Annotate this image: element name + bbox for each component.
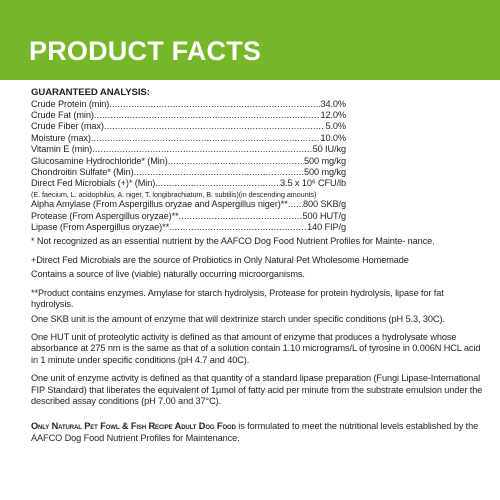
- analysis-row: [31, 178, 483, 189]
- dot-leader: [155, 178, 280, 189]
- analysis-row-label: Crude Fat (min): [31, 109, 94, 120]
- dot-leader: [134, 167, 304, 178]
- dot-leader: [94, 110, 321, 121]
- analysis-row: [31, 110, 483, 121]
- analysis-row-value: 50 IU/kg: [312, 144, 346, 155]
- analysis-row-label: Crude Fiber (max): [31, 121, 104, 132]
- analysis-row-value: 34.0%: [320, 98, 346, 109]
- analysis-row-label: Glucosamine Hydrochloride* (Min): [31, 155, 168, 166]
- analysis-row-value: 10.0%: [320, 132, 346, 143]
- analysis-row-value: 800 SKB/g: [302, 199, 346, 210]
- direct-fed-microbials-note: +Direct Fed Microbials are the source of Probiotics in Only Natural Pet Wholesome Homemade: [31, 254, 409, 265]
- analysis-row-value: 3.5 x 10⁶ CFU/lb: [279, 178, 346, 189]
- analysis-row: [31, 156, 483, 167]
- analysis-row: [31, 167, 483, 178]
- hut-definition: One HUT unit of proteolytic activity is defined as that amount of enzyme that produces a hydrolysate whose absorbance at 275 nm is the same as that of a solution contain 1.10 micrograms/L of tyrosine in 0.006N HCL acid in 1 minute under specific conditions (pH 4.7 and 40C).: [31, 331, 481, 365]
- analysis-row-label: Alpha Amylase (From Aspergillus oryzae and Aspergillus niger)**: [31, 199, 288, 210]
- analysis-row-label: Vitamin E (min): [31, 144, 93, 155]
- analysis-row: [31, 133, 483, 144]
- analysis-row: [31, 121, 483, 132]
- dot-leader: [104, 121, 326, 132]
- dot-leader: [168, 156, 304, 167]
- live-microorganisms-note: Contains a source of live (viable) naturally occurring microorganisms.: [31, 269, 305, 280]
- analysis-row-label: Lipase (From Aspergillus oryzae)**: [31, 222, 170, 233]
- dot-leader: [288, 199, 303, 210]
- analysis-row-value: 500 HUT/g: [302, 210, 346, 221]
- analysis-row-note: (E. faecium, L. acidophilus, A. niger, T. longibrachiatum, B. subtilis)(in descending amounts): [31, 189, 317, 199]
- dot-leader: [179, 211, 303, 222]
- header-banner: [0, 0, 500, 80]
- fip-definition: One unit of enzyme activity is defined as that quantity of a standard lipase preparation (Fungi Lipase-International FIP Standard) that liberates the equivalent of 1µmol of fatty acid per minute from the substrate emulsion under the described assay conditions (pH 7.00 and 37°C).: [31, 373, 483, 406]
- product-name: Only Natural Pet Fowl & Fish Recipe Adult Dog Food: [31, 421, 236, 432]
- dot-leader: [92, 144, 312, 155]
- analysis-row-label: Protease (From Aspergillus oryzae)**: [31, 210, 179, 221]
- analysis-row-value: 140 FIP/g: [307, 222, 346, 233]
- analysis-row: [31, 222, 483, 233]
- not-recognized-note: * Not recognized as an essential nutrient by the AAFCO Dog Food Nutrient Profiles for Mainte- nance.: [31, 236, 435, 247]
- skb-definition: One SKB unit is the amount of enzyme that will dextrinize starch under specific conditions (pH 5.3, 30C).: [31, 313, 445, 324]
- analysis-row-value: 5.0%: [325, 121, 346, 132]
- guaranteed-analysis-list: [31, 99, 483, 234]
- analysis-row-label: Crude Protein (min): [31, 98, 110, 109]
- analysis-row: [31, 211, 483, 222]
- analysis-row: [31, 144, 483, 155]
- dot-leader: [169, 222, 307, 233]
- formulation-statement-text: is formulated to meet the nutritional levels established by the AAFCO Dog Food Nutrient Profiles for Maintenance.: [31, 421, 479, 443]
- formulation-statement: [31, 421, 483, 444]
- analysis-row-value: 12.0%: [320, 109, 346, 120]
- guaranteed-analysis-heading: GUARANTEED ANALYSIS:: [31, 87, 150, 98]
- analysis-row-value: 500 mg/kg: [303, 155, 346, 166]
- analysis-row-value: 500 mg/kg: [303, 166, 346, 177]
- enzymes-note: **Product contains enzymes. Amylase for starch hydrolysis, Protease for protein hydrolysis, lipase for fat hydrolysis.: [31, 287, 444, 310]
- product-facts-content: [31, 87, 483, 444]
- analysis-row-label: Chondroitin Sulfate* (Min): [31, 166, 134, 177]
- analysis-row-label: Moisture (max): [31, 132, 91, 143]
- analysis-row: [31, 99, 483, 110]
- page-title: PRODUCT FACTS: [29, 36, 262, 66]
- analysis-row: [31, 199, 483, 210]
- dot-leader: [91, 133, 321, 144]
- dot-leader: [109, 99, 320, 110]
- analysis-row-label: Direct Fed Microbials (+)* (Min): [31, 178, 156, 189]
